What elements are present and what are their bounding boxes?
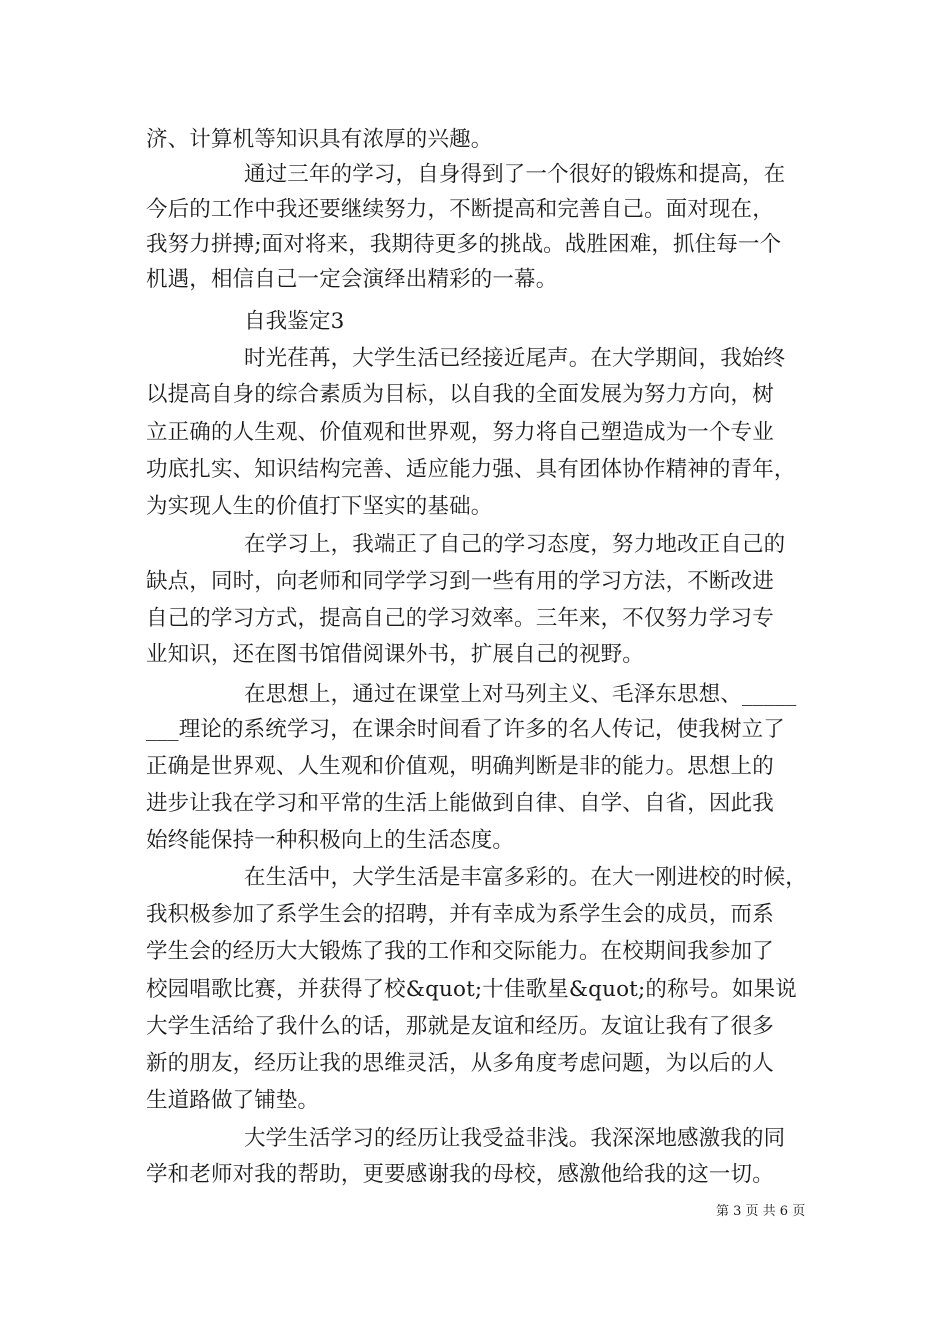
text-line: 生道路做了铺垫。 bbox=[146, 1088, 320, 1113]
text-line: 通过三年的学习，自身得到了一个很好的锻炼和提高，在 bbox=[244, 162, 786, 187]
text-line: 立正确的人生观、价值观和世界观，努力将自己塑造成为一个专业 bbox=[146, 420, 774, 445]
text-line: 济、计算机等知识具有浓厚的兴趣。 bbox=[146, 127, 493, 152]
text-line: 学生会的经历大大锻炼了我的工作和交际能力。在校期间我参加了 bbox=[146, 939, 774, 964]
text-line: 自己的学习方式，提高自己的学习效率。三年来，不仅努力学习专 bbox=[146, 606, 774, 631]
text-line: 我努力拼搏;面对将来，我期待更多的挑战。战胜困难，抓住每一个 bbox=[146, 232, 782, 257]
section-heading: 自我鉴定3 bbox=[244, 309, 345, 334]
text-line: 业知识，还在图书馆借阅课外书，扩展自己的视野。 bbox=[146, 642, 644, 667]
text-line: 今后的工作中我还要继续努力，不断提高和完善自己。面对现在， bbox=[146, 197, 774, 222]
text-line: 在学习上，我端正了自己的学习态度，努力地改正自己的 bbox=[244, 532, 786, 557]
text-line: 始终能保持一种积极向上的生活态度。 bbox=[146, 828, 515, 853]
text-line: 缺点，同时，向老师和同学学习到一些有用的学习方法，不断改进 bbox=[146, 569, 774, 594]
text-line: 在生活中，大学生活是丰富多彩的。在大一刚进校的时候， bbox=[244, 865, 807, 890]
text-line: ___理论的系统学习，在课余时间看了许多的名人传记，使我树立了 bbox=[146, 717, 785, 742]
text-line: 正确是世界观、人生观和价值观，明确判断是非的能力。思想上的 bbox=[146, 754, 774, 779]
text-line: 以提高自身的综合素质为目标，以自我的全面发展为努力方向，树 bbox=[146, 382, 774, 407]
text-line: 进步让我在学习和平常的生活上能做到自律、自学、自省，因此我 bbox=[146, 791, 774, 816]
text-line: 为实现人生的价值打下坚实的基础。 bbox=[146, 494, 493, 519]
text-line: 时光荏苒，大学生活已经接近尾声。在大学期间，我始终 bbox=[244, 346, 786, 371]
text-line: 学和老师对我的帮助，更要感谢我的母校，感激他给我的这一切。 bbox=[146, 1162, 774, 1187]
text-line: 机遇，相信自己一定会演绎出精彩的一幕。 bbox=[146, 267, 558, 292]
text-line: 我积极参加了系学生会的招聘，并有幸成为系学生会的成员，而系 bbox=[146, 902, 774, 927]
text-line: 在思想上，通过在课堂上对马列主义、毛泽东思想、_____ bbox=[244, 682, 797, 707]
page-number: 第 3 页 共 6 页 bbox=[716, 1204, 806, 1219]
text-line: 大学生活给了我什么的话，那就是友谊和经历。友谊让我有了很多 bbox=[146, 1014, 774, 1039]
text-line: 新的朋友，经历让我的思维灵活，从多角度考虑问题，为以后的人 bbox=[146, 1051, 774, 1076]
text-line: 校园唱歌比赛，并获得了校&quot;十佳歌星&quot;的称号。如果说 bbox=[146, 977, 797, 1002]
text-line: 大学生活学习的经历让我受益非浅。我深深地感激我的同 bbox=[244, 1126, 786, 1151]
text-line: 功底扎实、知识结构完善、适应能力强、具有团体协作精神的青年， bbox=[146, 457, 796, 482]
